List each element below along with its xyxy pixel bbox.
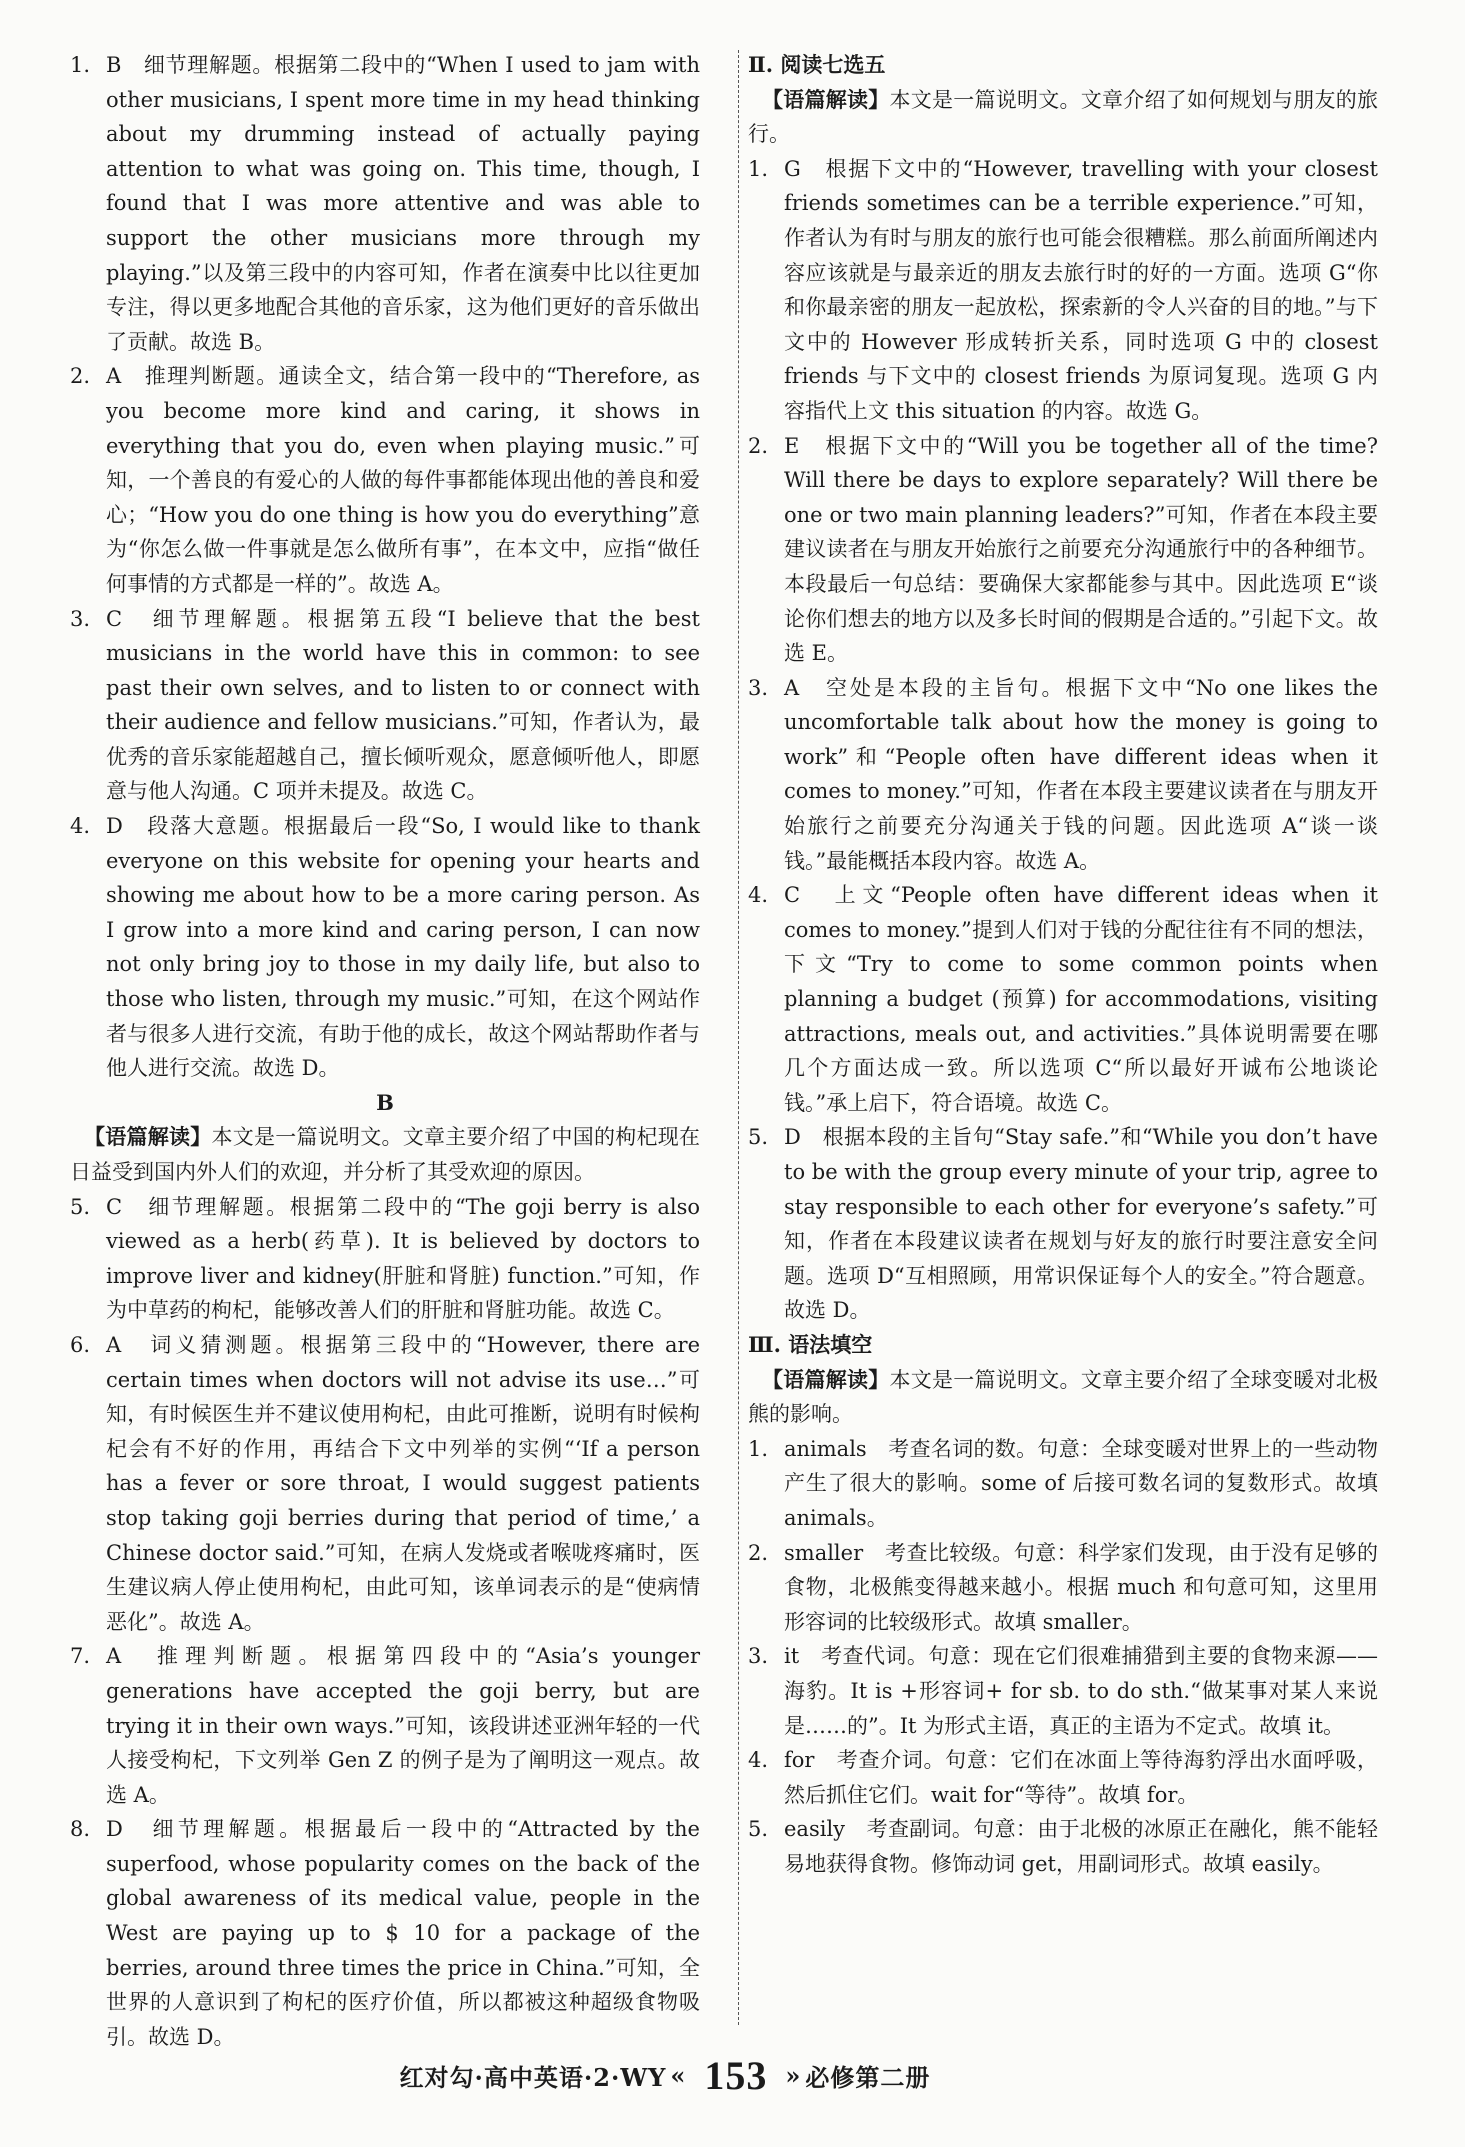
intro-text: 本文是一篇说明文。文章主要介绍了全球变暖对北极熊的影响。: [748, 1367, 1378, 1427]
answer-item: [70, 1639, 700, 1812]
answer-number: 3.: [748, 675, 769, 700]
answer-number: 6.: [70, 1332, 91, 1357]
answer-number: 5.: [748, 1125, 769, 1150]
answer-list-2: [748, 152, 1378, 1328]
answer-text: A 词义猜测题。根据第三段中的“However, there are certain times when doctors will not advise its use…”可知，有时候医生并不建议使用枸杞，由此可推断，说明有时候枸杞会有不好的作用，再结合下文中列举的实例“‘If a person has a fever or sore throat, I would suggest patients stop taking goji berries during that period of time,’ a Chinese doctor said.”可知，在病人发烧或者喉咙疼痛时，医生建议病人停止使用枸杞，由此可知，该单词表示的是“使病情恶化”。故选 A。: [106, 1332, 700, 1634]
answer-text: animals 考查名词的数。句意：全球变暖对世界上的一些动物产生了很大的影响。some of 后接可数名词的复数形式。故填 animals。: [784, 1436, 1378, 1530]
answer-number: 4.: [748, 883, 769, 908]
answer-text: C 上文“People often have different ideas when it comes to money.”提到人们对于钱的分配往往有不同的想法，下文“Try to come to some common points when planning a budget (预算) for accommodations, visiting attractions, meals out, and activities.”具体说明需要在哪几个方面达成一致。所以选项 C“所以最好开诚布公地谈论钱。”承上启下，符合语境。故选 C。: [784, 883, 1378, 1115]
answer-number: 7.: [70, 1644, 91, 1669]
answer-text: D 根据本段的主旨句“Stay safe.”和“While you don’t have to be with the group every minute of your trip, agree to stay responsible to each other for everyone’s safety.”可知，作者在本段建议读者在规划与好友的旅行时要注意安全问题。选项 D“互相照顾，用常识保证每个人的安全。”符合题意。故选 D。: [784, 1125, 1378, 1323]
answer-item: [70, 1812, 700, 2054]
answer-item: [748, 1812, 1378, 1881]
answer-number: 1.: [70, 53, 91, 77]
answer-item: [70, 809, 700, 1086]
answer-number: 3.: [748, 1644, 769, 1669]
answer-number: 5.: [748, 1817, 769, 1842]
chevron-left-icon: «: [670, 2060, 687, 2090]
answer-number: 8.: [70, 1817, 91, 1842]
answer-text: D 细节理解题。根据最后一段中的“Attracted by the superfood, whose popularity comes on the back of the global awareness of its medical value, people in the West are paying up to $ 10 for a package of the berries, around three times the price in China.”可知，全世界的人意识到了枸杞的医疗价值，所以都被这种超级食物吸引。故选 D。: [106, 1817, 700, 2049]
answer-text: A 空处是本段的主旨句。根据下文中“No one likes the uncomfortable talk about how the money is going to work”和“People often have different ideas when it comes to money.”可知，作者在本段主要建议读者在与朋友开始旅行之前要充分沟通关于钱的问题。因此选项 A“谈一谈钱。”最能概括本段内容。故选 A。: [784, 675, 1378, 873]
section-b-title: B: [376, 1089, 394, 1115]
answer-number: 1.: [748, 1436, 769, 1461]
page-number: 153: [704, 2052, 768, 2098]
footer-book-title: 红对勾·高中英语·2·WY: [399, 2062, 667, 2092]
answer-text: G 根据下文中的“However, travelling with your closest friends sometimes can be a terrible experience.”可知，作者认为有时与朋友的旅行也可能会很糟糕。那么前面所阐述内容应该就是与最亲近的朋友去旅行时的好的一方面。选项 G“你和你最亲密的朋友一起放松，探索新的令人兴奋的目的地。”与下文中的 However 形成转折关系，同时选项 G 中的 closest friends 与下文中的 closest friends 为原词复现。选项 G 内容指代上文 this situation 的内容。故选 G。: [784, 156, 1378, 423]
answer-number: 2.: [70, 364, 91, 389]
answer-item: [748, 671, 1378, 879]
intro-text: 本文是一篇说明文。文章介绍了如何规划与朋友的旅行。: [748, 87, 1378, 147]
answer-item: [70, 1328, 700, 1639]
answer-item: [70, 1190, 700, 1328]
section-2-intro: [748, 83, 1378, 152]
answer-number: 2.: [748, 433, 769, 458]
section-3-intro: [748, 1363, 1378, 1432]
answer-text: C 细节理解题。根据第二段中的“The goji berry is also viewed as a herb(药草). It is believed by doctors to improve liver and kidney(肝脏和肾脏) function.”可知，作为中草药的枸杞，能够改善人们的肝脏和肾脏功能。故选 C。: [106, 1194, 700, 1323]
intro-text: 本文是一篇说明文。文章主要介绍了中国的枸杞现在日益受到国内外人们的欢迎，并分析了其受欢迎的原因。: [70, 1125, 700, 1184]
footer-volume: 必修第二册: [805, 2062, 931, 2092]
section-3-title: Ⅲ. 语法填空: [748, 1331, 873, 1357]
answer-list-b: [70, 1190, 700, 2055]
section-2-title: Ⅱ. 阅读七选五: [748, 52, 886, 77]
answer-item: [748, 1432, 1378, 1536]
intro-label: 【语篇解读】: [762, 86, 890, 112]
left-column: [70, 48, 700, 2054]
answer-text: it 考查代词。句意：现在它们很难捕猎到主要的食物来源——海豹。It is +形容词+ for sb. to do sth.“做某事对某人来说是……的”。It 为形式主语，真正的主语为不定式。故填 it。: [784, 1644, 1378, 1738]
answer-item: [748, 878, 1378, 1120]
answer-item: [748, 152, 1378, 429]
answer-number: 3.: [70, 606, 91, 631]
answer-number: 1.: [748, 156, 769, 181]
intro-label: 【语篇解读】: [84, 1124, 212, 1150]
intro-label: 【语篇解读】: [762, 1366, 890, 1392]
answer-text: A 推理判断题。根据第四段中的“Asia’s younger generations have accepted the goji berry, but are trying it in their own ways.”可知，该段讲述亚洲年轻的一代人接受枸杞，下文列举 Gen Z 的例子是为了阐明这一观点。故选 A。: [106, 1644, 700, 1807]
answer-item: [748, 1743, 1378, 1812]
section-b-intro: [70, 1120, 700, 1189]
answer-item: [748, 1639, 1378, 1743]
answer-text: smaller 考查比较级。句意：科学家们发现，由于没有足够的食物，北极熊变得越来越小。根据 much 和句意可知，这里用形容词的比较级形式。故填 smaller。: [784, 1540, 1378, 1634]
answer-number: 4.: [70, 814, 91, 839]
answer-text: C 细节理解题。根据第五段“I believe that the best musicians in the world have this in common: to see past their own selves, and to listen to or connect with their audience and fellow musicians.”可知，作者认为，最优秀的音乐家能超越自己，擅长倾听观众，愿意倾听他人，即愿意与他人沟通。C 项并未提及。故选 C。: [106, 606, 700, 804]
answer-text: D 段落大意题。根据最后一段“So, I would like to thank everyone on this website for opening your hearts and showing me about how to be a more caring person. As I grow into a more kind and caring person, I can now not only bring joy to those in my daily life, but also to those who listen, through my music.”可知，在这个网站作者与很多人进行交流，有助于他的成长，故这个网站帮助作者与他人进行交流。故选 D。: [106, 814, 700, 1081]
answer-item: [748, 1120, 1378, 1328]
answer-item: [748, 1536, 1378, 1640]
answer-text: easily 考查副词。句意：由于北极的冰原正在融化，熊不能轻易地获得食物。修饰动词 get，用副词形式。故填 easily。: [784, 1817, 1378, 1876]
answer-item: [70, 359, 700, 601]
chevron-right-icon: »: [785, 2060, 802, 2090]
answer-list-3: [748, 1432, 1378, 1882]
right-column: [748, 48, 1378, 1881]
answer-item: [70, 48, 700, 359]
answer-item: [748, 429, 1378, 671]
answer-text: A 推理判断题。通读全文，结合第一段中的“Therefore, as you become more kind and caring, it shows in everything that you do, even when playing music.”可知，一个善良的有爱心的人做的每件事都能体现出他的善良和爱心；“How you do one thing is how you do everything”意为“你怎么做一件事就是怎么做所有事”，在本文中，应指“做任何事情的方式都是一样的”。故选 A。: [106, 364, 700, 596]
answer-number: 5.: [70, 1194, 91, 1219]
answer-item: [70, 602, 700, 810]
answer-number: 4.: [748, 1748, 769, 1773]
answer-text: for 考查介词。句意：它们在冰面上等待海豹浮出水面呼吸，然后抓住它们。wait for“等待”。故填 for。: [784, 1748, 1378, 1807]
column-divider: [738, 50, 739, 2025]
answer-list-a: [70, 48, 700, 1086]
answer-number: 2.: [748, 1540, 769, 1565]
answer-text: B 细节理解题。根据第二段中的“When I used to jam with other musicians, I spent more time in my head thinking about my drumming instead of actually paying attention to what was going on. This time, though, I found that I was more attentive and was able to support the other musicians more through my playing.”以及第三段中的内容可知，作者在演奏中比以往更加专注，得以更多地配合其他的音乐家，这为他们更好的音乐做出了贡献。故选 B。: [106, 53, 700, 354]
page-footer: [305, 2050, 1025, 2100]
answer-text: E 根据下文中的“Will you be together all of the time? Will there be days to explore separately? Will there be one or two main planning leaders?”可知，作者在本段主要建议读者在与朋友开始旅行之前要充分沟通旅行中的各种细节。本段最后一句总结：要确保大家都能参与其中。因此选项 E“谈论你们想去的地方以及多长时间的假期是合适的。”引起下文。故选 E。: [784, 433, 1378, 666]
